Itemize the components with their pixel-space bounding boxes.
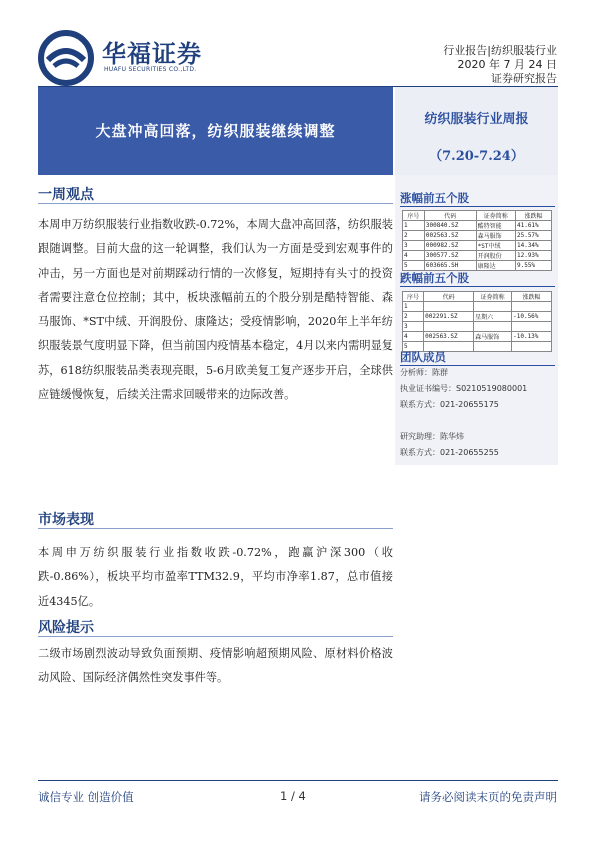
table-cell: 9.55%: [515, 261, 551, 271]
table-header-cell: 证券简称: [474, 292, 512, 302]
table-cell: [424, 322, 474, 332]
table-cell: 14.34%: [515, 241, 551, 251]
table-cell: 12.93%: [515, 251, 551, 261]
section-heading-risk: 风险提示: [38, 620, 94, 636]
assistant-phone: 联系方式：021-20655255: [400, 448, 499, 457]
team-divider: [400, 365, 555, 366]
table-cell: [512, 342, 552, 352]
table-cell: 4: [403, 251, 425, 261]
table-row: [403, 231, 552, 241]
table-cell: [474, 322, 512, 332]
table-cell: 300577.SZ: [424, 251, 476, 261]
table-cell: 酷特智能: [476, 221, 515, 231]
table-row: [403, 322, 552, 332]
losers-divider: [400, 286, 555, 287]
company-name-cn: 华福证券: [102, 40, 202, 68]
table-header-row: [403, 211, 552, 221]
page-number: 1 / 4: [280, 789, 306, 803]
table-cell: 25.57%: [515, 231, 551, 241]
report-date: 2020 年 7 月 24 日: [457, 58, 557, 71]
table-row: [403, 312, 552, 322]
table-cell: 002563.SZ: [424, 231, 476, 241]
table-cell: 2: [403, 231, 425, 241]
company-logo-icon: [38, 30, 94, 86]
losers-table: [402, 291, 552, 352]
section-body-weekly-view: 本周申万纺织服装行业指数收跌-0.72%，本周大盘冲高回落，纺织服装跟随调整。目前大盘的这一轮调整，我们认为一方面是受到宏观事件的冲击，另一方面也是对前期踩动行情的一次修复，短期持有头寸的投资者需要注意仓位控制；其中，板块涨幅前五的个股分别是酷特智能、森马服饰、*ST中绒、开润股份、康隆达；受疫情影响，2020年上半年纺织服装景气度明显下降，但当前国内疫情基本稳定，4月以来内需明显复苏，618纺织服装品类表现亮眼，5-6月欧美复工复产逐步开启，全球供应链缓慢恢复，后续关注需求回暖带来的边际改善。: [38, 218, 393, 402]
table-header-cell: 序号: [403, 292, 424, 302]
table-cell: 002563.SZ: [424, 332, 474, 342]
table-cell: 星期六: [474, 312, 512, 322]
footer-slogan: 诚信专业 创造价值: [38, 790, 134, 804]
report-type: 纺织服装行业周报: [424, 112, 529, 127]
table-cell: [512, 322, 552, 332]
table-cell: -10.13%: [512, 332, 552, 342]
table-cell: [512, 302, 552, 312]
analyst-phone: 联系方式：021-20655175: [400, 400, 499, 409]
gainers-divider: [400, 206, 555, 207]
table-cell: 000982.SZ: [424, 241, 476, 251]
table-cell: -10.56%: [512, 312, 552, 322]
analyst-cert: 执业证书编号：S0210519080001: [400, 384, 528, 393]
table-header-cell: 代码: [424, 211, 476, 221]
footer-disclaimer: 请务必阅读末页的免责声明: [419, 790, 557, 804]
section-heading-weekly-view: 一周观点: [38, 187, 94, 203]
table-header-row: [403, 292, 552, 302]
table-cell: 002291.SZ: [424, 312, 474, 322]
table-row: [403, 261, 552, 271]
report-kind: 证券研究报告: [491, 72, 557, 85]
report-period: （7.20-7.24）: [429, 149, 524, 164]
table-row: [403, 241, 552, 251]
table-header-cell: 代码: [424, 292, 474, 302]
section-divider: [38, 528, 393, 529]
table-cell: 5: [403, 261, 425, 271]
table-cell: 603665.SH: [424, 261, 476, 271]
table-row: [403, 332, 552, 342]
table-cell: 开润股份: [476, 251, 515, 261]
gainers-table: [402, 210, 552, 271]
company-name-en: HUAFU SECURITIES CO.,LTD.: [104, 66, 197, 73]
table-header-cell: 证券简称: [476, 211, 515, 221]
table-cell: 4: [403, 332, 424, 342]
section-heading-market: 市场表现: [38, 512, 94, 528]
table-cell: 3: [403, 241, 425, 251]
table-cell: 41.61%: [515, 221, 551, 231]
table-row: [403, 221, 552, 231]
losers-title: 跌幅前五个股: [400, 271, 469, 285]
table-header-cell: 序号: [403, 211, 425, 221]
table-cell: 康隆达: [476, 261, 515, 271]
table-cell: 5: [403, 342, 424, 352]
team-title: 团队成员: [400, 350, 446, 364]
table-cell: [474, 302, 512, 312]
analyst-name: 分析师：陈群: [400, 368, 448, 377]
table-cell: 1: [403, 221, 425, 231]
section-body-market: 本周申万纺织服装行业指数收跌-0.72%，跑赢沪深300（收跌-0.86%），板块平均市盈率TTM32.9，平均市净率1.87，总市值接近4345亿。: [38, 546, 393, 608]
table-header-cell: 涨跌幅: [512, 292, 552, 302]
gainers-title: 涨幅前五个股: [400, 191, 469, 205]
table-row: [403, 251, 552, 261]
table-cell: 1: [403, 302, 424, 312]
table-cell: [424, 302, 474, 312]
report-title: 大盘冲高回落，纺织服装继续调整: [95, 122, 336, 140]
table-cell: [474, 342, 512, 352]
table-header-cell: 涨跌幅: [515, 211, 551, 221]
table-cell: 2: [403, 312, 424, 322]
table-cell: *ST中绒: [476, 241, 515, 251]
section-divider: [38, 203, 393, 204]
table-cell: 3: [403, 322, 424, 332]
table-cell: 森马服饰: [476, 231, 515, 241]
section-divider: [38, 636, 393, 637]
table-cell: 森马服饰: [474, 332, 512, 342]
report-category: 行业报告|纺织服装行业: [443, 44, 557, 57]
footer-divider: [38, 780, 558, 781]
table-cell: 300840.SZ: [424, 221, 476, 231]
assistant-name: 研究助理：陈华炜: [400, 432, 464, 441]
table-row: [403, 302, 552, 312]
section-body-risk: 二级市场剧烈波动导致负面预期、疫情影响超预期风险、原材料价格波动风险、国际经济偶然性突发事件等。: [38, 647, 393, 685]
